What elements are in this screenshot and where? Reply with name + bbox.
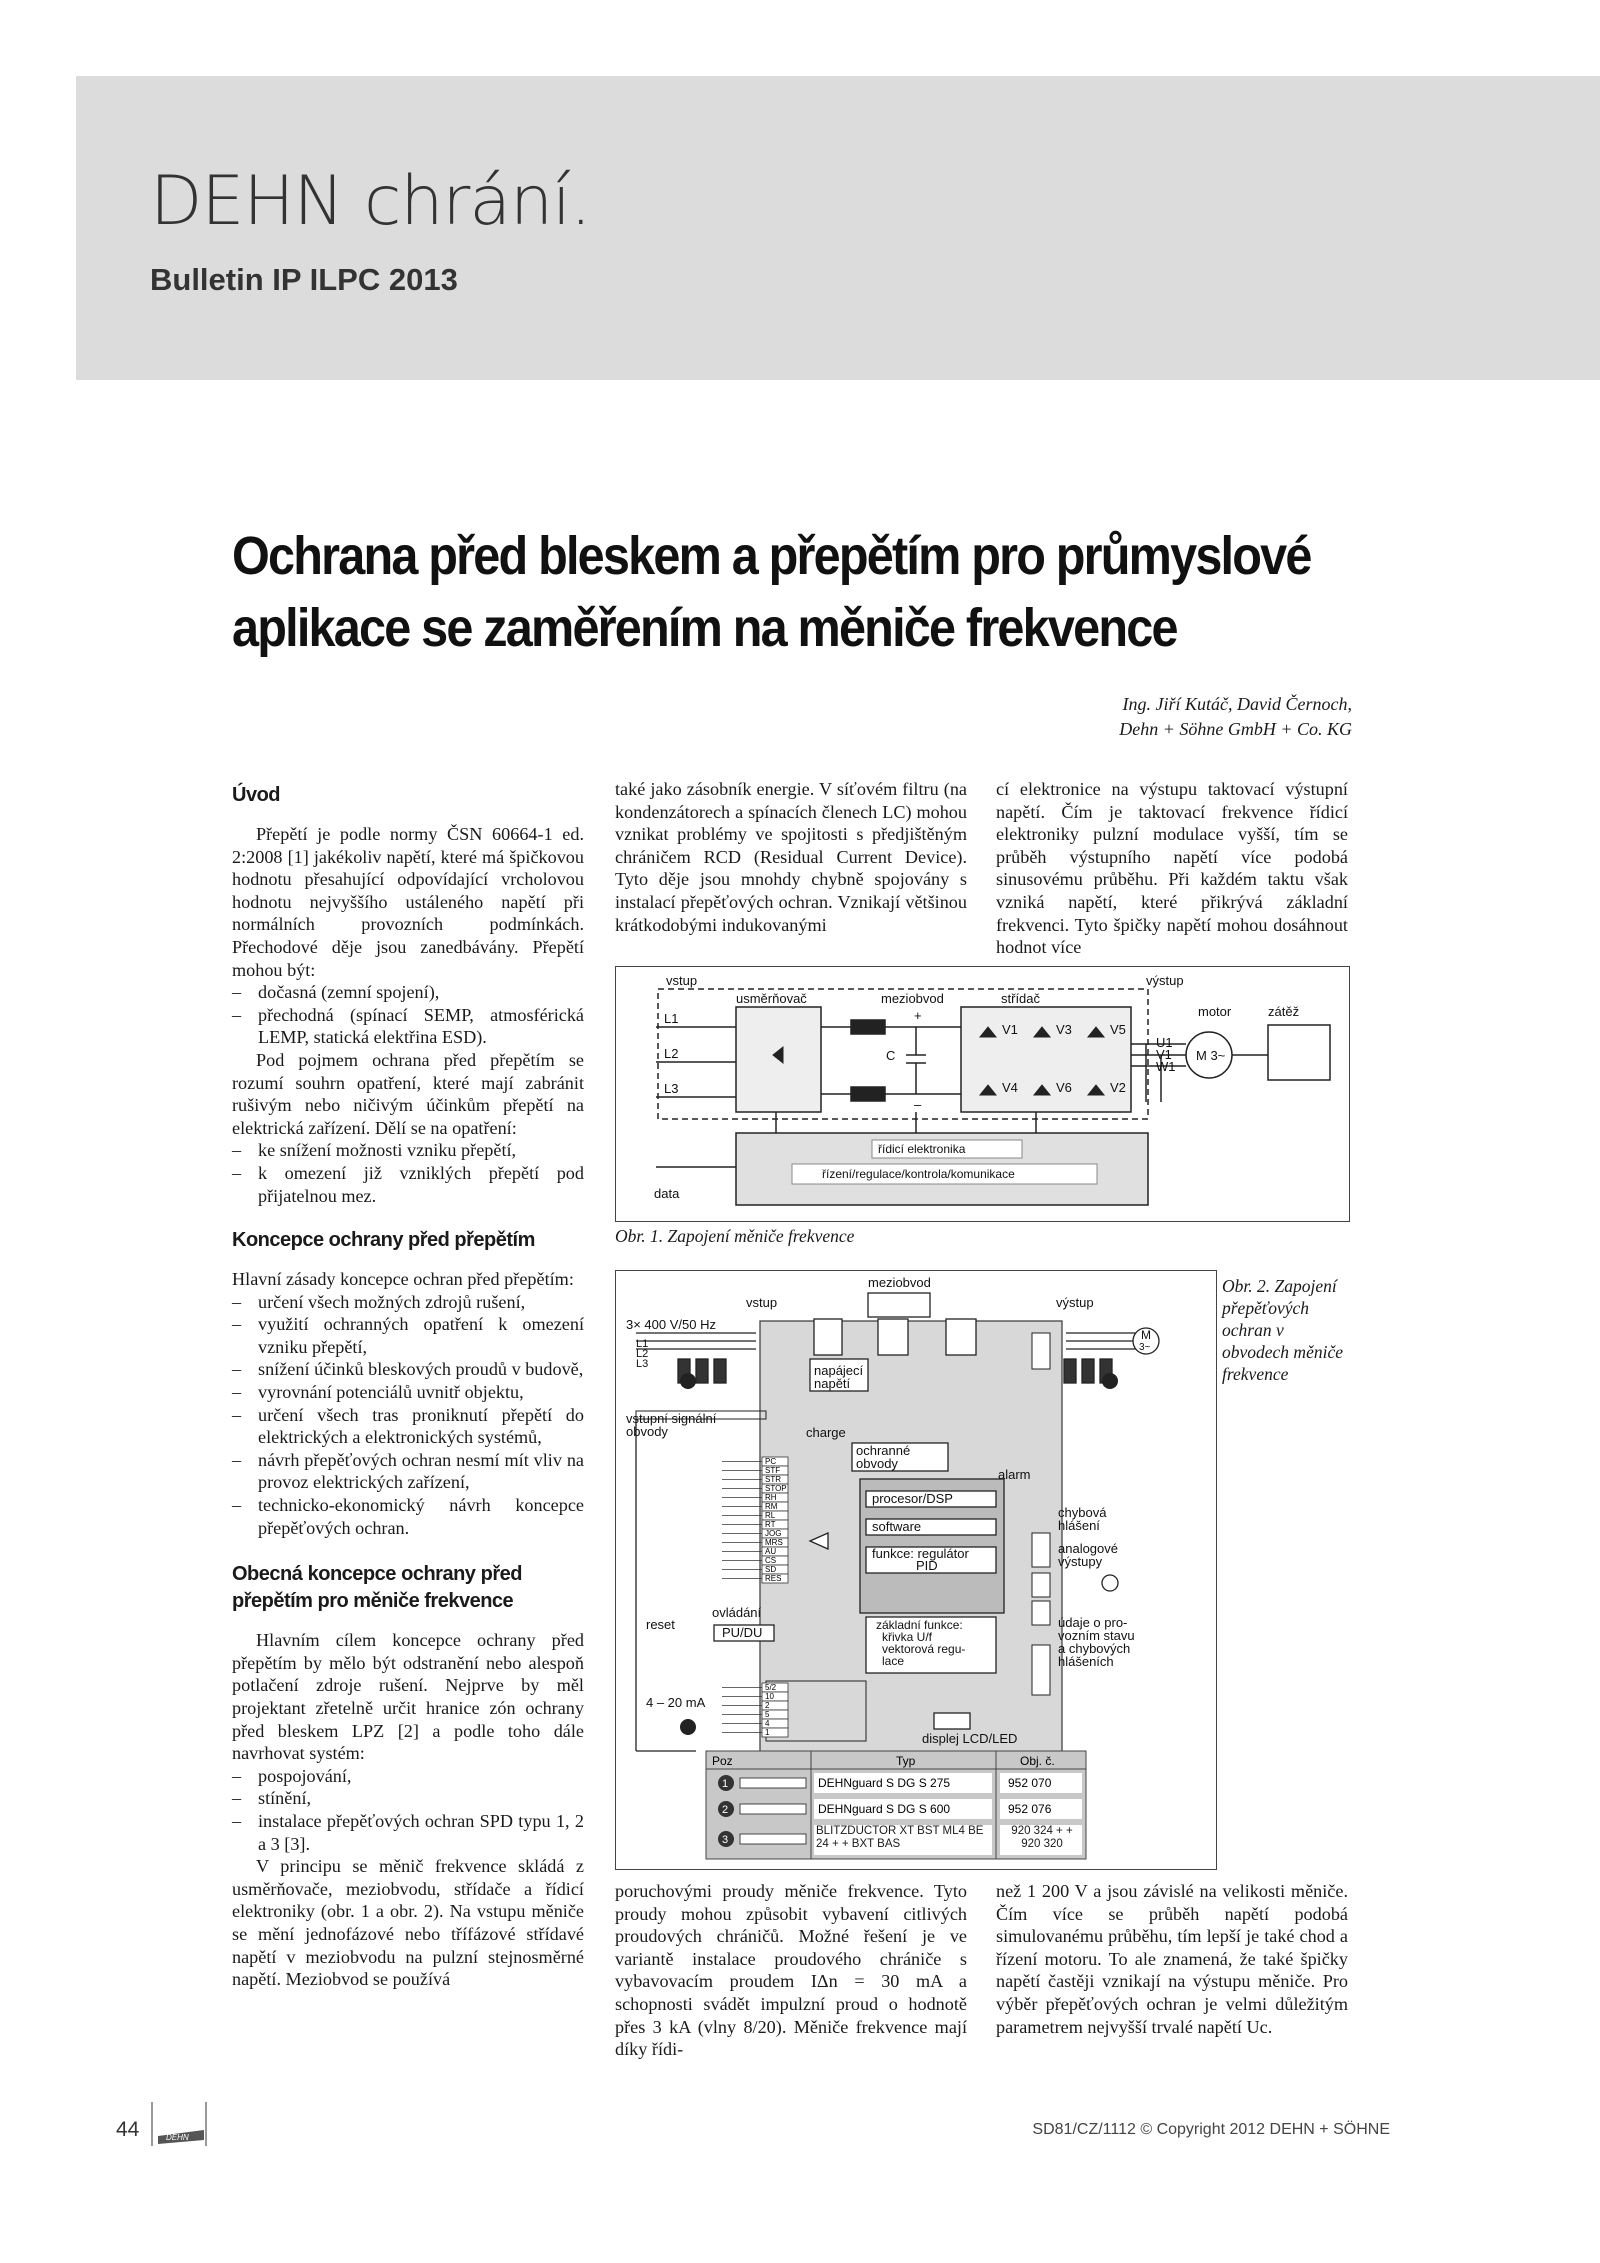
label-charge: charge [806,1425,846,1440]
label-V6: V6 [1056,1080,1072,1095]
label-M: M [1141,1328,1151,1342]
terminal-label: 10 [765,1692,774,1701]
terminal-label: PC [765,1457,777,1466]
list-item: – stínění, [232,1787,584,1810]
list-item: – určení všech tras proniknutí přepětí do elektrických a elektronických systémů, [232,1404,584,1449]
label-rizeni: řízení/regulace/kontrola/komunikace [822,1167,1015,1181]
label-data: data [654,1186,680,1201]
label-M3: M 3~ [1196,1048,1226,1063]
logo-text: DEHN [166,2133,189,2142]
table-cell-typ: DEHNguard S DG S 275 [818,1776,951,1790]
terminal-label: STOP [765,1484,787,1493]
label-chybova: chybová [1058,1505,1107,1520]
section-heading: Obecná koncepce ochrany před přepětím pro měniče frekvence [232,1563,522,1613]
bullet-list [232,1765,584,1855]
terminal-label: RM [765,1502,778,1511]
paragraph: také jako zásobník energie. V síťovém filtru (na kondenzátorech a spínacích členech LC) mohou vznikat problémy ve spojitosti s předjištěným chráničem RCD (Residual Current Device). Tyto děje jsou mnohdy chybně spojovány s instalací přepěťových ochran. Vznikají většinou krátkodobými indukovanými [615,779,967,935]
figure-2 [615,1270,1217,1870]
list-item: – ke snížení možnosti vzniku přepětí, [232,1139,584,1162]
article-title: Ochrana před bleskem a přepětím pro průmyslové aplikace se zaměřením na měniče frekvence [232,526,1311,658]
input-terminal-strip [722,1457,788,1583]
label-hlaseni: hlášení [1058,1518,1100,1533]
label-pudu: PU/DU [722,1625,763,1640]
authors-company: Dehn + Söhne GmbH + Co. KG [1119,719,1352,739]
figure-1 [615,966,1350,1222]
section-heading: Koncepce ochrany před přepětím [232,1229,535,1252]
product-table [706,1751,1086,1859]
table-cell-poz: 1 [722,1778,729,1790]
label-meziobvod: meziobvod [881,991,944,1006]
list-item: – přechodná (spínací SEMP, atmosférická LEMP, statická elektřina ESD). [232,1004,584,1049]
terminal-label: RL [765,1511,776,1520]
label-vstup: vstup [666,973,698,988]
terminal-label: 5/2 [765,1683,777,1692]
authors [1119,692,1352,742]
terminal-label: 2 [765,1701,770,1710]
table-cell-poz: 3 [722,1834,729,1846]
table-header-poz: Poz [712,1754,733,1768]
label-vstup: vstup [746,1295,778,1310]
table-cell-typ: BLITZDUCTOR XT BST ML4 BE 24 + + BXT BAS [816,1825,984,1850]
paragraph: poruchovými proudy měniče frekvence. Tyto proudy mohou způsobit vybavení citlivých proudových chráničů. Možné řešení je ve variantě instalace proudového chrániče s vybavovacím proudem IΔn = 30 mA a schopnosti svádět impulzní proud o hodnotě přes 3 kA (vlny 8/20). Měniče frekvence mají díky řídi- [615,1881,967,2060]
terminal-label: STF [765,1466,781,1475]
list-item: – pospojování, [232,1765,584,1788]
paragraph: Přepětí je podle normy ČSN 60664-1 ed. 2:2008 [1] jakékoliv napětí, které má špičkovou hodnotu přesahující odpovídající vrcholovou hodnotu nejvyššího ustáleného napětí při normálních provozních podmínkách. Přechodové děje jsou zanedbávány. Přepětí mohou být: [232,824,584,980]
label-ochranne: ochranné [856,1443,911,1458]
label-L2: L2 [636,1348,649,1360]
list-item: – určení všech možných zdrojů rušení, [232,1291,584,1314]
paragraph: Hlavní zásady koncepce ochran před přepětím: [232,1269,574,1290]
label-V3: V3 [1056,1022,1072,1037]
figure-2-caption: Obr. 2. Zapojení přepěťových ochran v obvodech měniče frekvence [1222,1276,1343,1384]
label-udaje2: vozním stavu [1058,1628,1135,1643]
label-ridici: řídicí elektronika [878,1142,966,1156]
terminal-label: MRS [765,1538,783,1547]
bullet-list [232,981,584,1049]
paragraph: než 1 200 V a jsou závislé na velikosti měniče. Čím více se průběh napětí podobá simulovanému průběhu, tím lepší je také chod a řízení motoru. To ale znamená, že také špičky napětí častěji vznikají na výstupu měniče. Pro výběr přepěťových ochran je velmi důležitým parametrem nejvyšší trvalé napětí Uc. [996,1881,1348,2037]
label-meziobvod: meziobvod [868,1275,931,1290]
terminal-label: RH [765,1493,777,1502]
authors-names: Ing. Jiří Kutáč, David Černoch, [1122,694,1352,714]
terminal-label: SD [765,1565,777,1574]
label-L1: L1 [636,1338,649,1350]
table-cell-obj: 952 076 [1008,1802,1052,1816]
list-item: – dočasná (zemní spojení), [232,981,584,1004]
figure-1-caption: Obr. 1. Zapojení měniče frekvence [615,1226,855,1246]
section-heading: Úvod [232,784,280,806]
terminal-label: 1 [765,1728,770,1737]
terminal-label: 4 [765,1719,770,1728]
label-L1: L1 [664,1011,679,1026]
label-stridac: střídač [1001,991,1041,1006]
label-zatez: zátěž [1268,1004,1300,1019]
label-obvody: obvody [626,1424,668,1439]
label-M3: 3~ [1139,1342,1151,1353]
terminal-label: CS [765,1556,777,1565]
label-lace: lace [882,1654,905,1668]
label-ochranne-obvody: obvody [856,1456,898,1471]
list-item: – využití ochranných opatření k omezení vzniku přepětí, [232,1313,584,1358]
terminal-label: RT [765,1520,776,1529]
paragraph: Pod pojmem ochrana před přepětím se rozumí souhrn opatření, které mají zabránit rušivým nebo ničivým účinkům přepětí na elektrická zařízení. Dělí se na opatření: [232,1049,584,1138]
table-header-typ: Typ [896,1754,916,1768]
terminal-label: STR [765,1475,781,1484]
list-item: – instalace přepěťových ochran SPD typu 1, 2 a 3 [3]. [232,1810,584,1855]
bullet-list [232,1139,584,1207]
copyright: SD81/CZ/1112 © Copyright 2012 DEHN + SÖHNE [1032,2121,1390,2138]
label-reset: reset [646,1617,675,1632]
list-item: – technicko-ekonomický návrh koncepce přepěťových ochran. [232,1494,584,1539]
paragraph: Hlavním cílem koncepce ochrany před přepětím by mělo být odstranění nebo alespoň potlačení zdroje rušení. Nejprve by měl projektant zřetelně určit hranice zón ochrany před bleskem LPZ [2] a podle toho dále navrhovat systém: [232,1630,584,1764]
label-W1: W1 [1156,1059,1176,1074]
brand-title: DEHN chrání. [150,162,591,241]
dehn-logo [148,2100,210,2148]
bottom-terminal-strip [722,1683,788,1737]
label-displej: displej LCD/LED [922,1731,1018,1746]
terminal-label: 5 [765,1710,770,1719]
bulletin-title: Bulletin IP ILPC 2013 [150,262,458,297]
label-L3: L3 [664,1081,679,1096]
label-vystup: výstup [1146,973,1184,988]
label-udaje3: a chybových [1058,1641,1131,1656]
label-pid: PID [916,1558,938,1573]
label-software: software [872,1519,922,1534]
column-2-bottom [615,1880,967,2061]
terminal-label: AU [765,1547,777,1556]
label-plus: + [914,1008,922,1023]
label-funkce: funkce: regulátor [872,1546,969,1561]
label-udaje4: hlášeních [1058,1654,1114,1669]
label-supply: 3× 400 V/50 Hz [626,1317,716,1332]
column-1 [232,782,584,1991]
label-vystup: výstup [1056,1295,1094,1310]
column-2-top [615,778,967,936]
label-motor: motor [1198,1004,1232,1019]
figure-2-diagram [616,1271,1216,1869]
label-ovladani: ovládání [712,1605,762,1620]
list-item: – vyrovnání potenciálů uvnitř objektu, [232,1381,584,1404]
page-number: 44 [116,2118,140,2141]
label-ma: 4 – 20 mA [646,1695,706,1710]
label-usmernovac: usměrňovač [736,991,807,1006]
label-alarm: alarm [998,1467,1031,1482]
label-napajeci: napájecí [814,1363,864,1378]
list-item: – k omezení již vzniklých přepětí pod přijatelnou mez. [232,1162,584,1207]
label-V5: V5 [1110,1022,1126,1037]
label-V2: V2 [1110,1080,1126,1095]
table-header-obj: Obj. č. [1020,1754,1055,1768]
terminal-label: JOG [765,1529,782,1538]
label-vstupni: vstupní signální [626,1411,717,1426]
label-U1: U1 [1156,1035,1173,1050]
label-vystupy: výstupy [1058,1554,1103,1569]
bullet-list [232,1291,584,1540]
table-cell-obj: 920 324 + + 920 320 [1011,1825,1073,1850]
terminal-label: RES [765,1574,782,1583]
table-cell-typ: DEHNguard S DG S 600 [818,1802,951,1816]
label-vektor: vektorová regu- [882,1642,966,1656]
label-zakladni: základní funkce: [876,1618,963,1632]
label-procesor: procesor/DSP [872,1491,953,1506]
label-V4: V4 [1002,1080,1018,1095]
column-3-top [996,778,1348,959]
table-cell-poz: 2 [722,1804,729,1816]
label-L3: L3 [636,1358,649,1370]
label-minus: – [914,1097,922,1112]
label-udaje1: údaje o pro- [1058,1615,1128,1630]
label-C: C [886,1048,896,1063]
list-item: – snížení účinků bleskových proudů v budově, [232,1358,584,1381]
label-V1-out: V1 [1156,1047,1172,1062]
figure-1-diagram [616,967,1349,1221]
label-L2: L2 [664,1046,679,1061]
label-analog: analogové [1058,1541,1118,1556]
paragraph: V principu se měnič frekvence skládá z usměrňovače, meziobvodu, střídače a řídicí elektroniky (obr. 1 a obr. 2). Na vstupu měniče se mění jednofázové nebo třífázové střídavé napětí v meziobvodu na pulzní stejnosměrné napětí. Meziobvod se používá [232,1856,584,1990]
list-item: – návrh přepěťových ochran nesmí mít vliv na provoz elektrických zařízení, [232,1449,584,1494]
label-napeti: napětí [814,1376,851,1391]
column-3-bottom [996,1880,1348,2038]
paragraph: cí elektronice na výstupu taktovací výstupní napětí. Čím je taktovací frekvence řídicí elektroniky pulzní modulace vyšší, tím se průběh výstupního napětí více podobá sinusovému průběhu. Při každém taktu však vzniká napětí, které přikrývá základní frekvenci. Tyto špičky napětí mohou dosáhnout hodnot více [996,779,1348,958]
label-V1: V1 [1002,1022,1018,1037]
label-krivka: křivka U/f [882,1630,933,1644]
table-cell-obj: 952 070 [1008,1776,1052,1790]
